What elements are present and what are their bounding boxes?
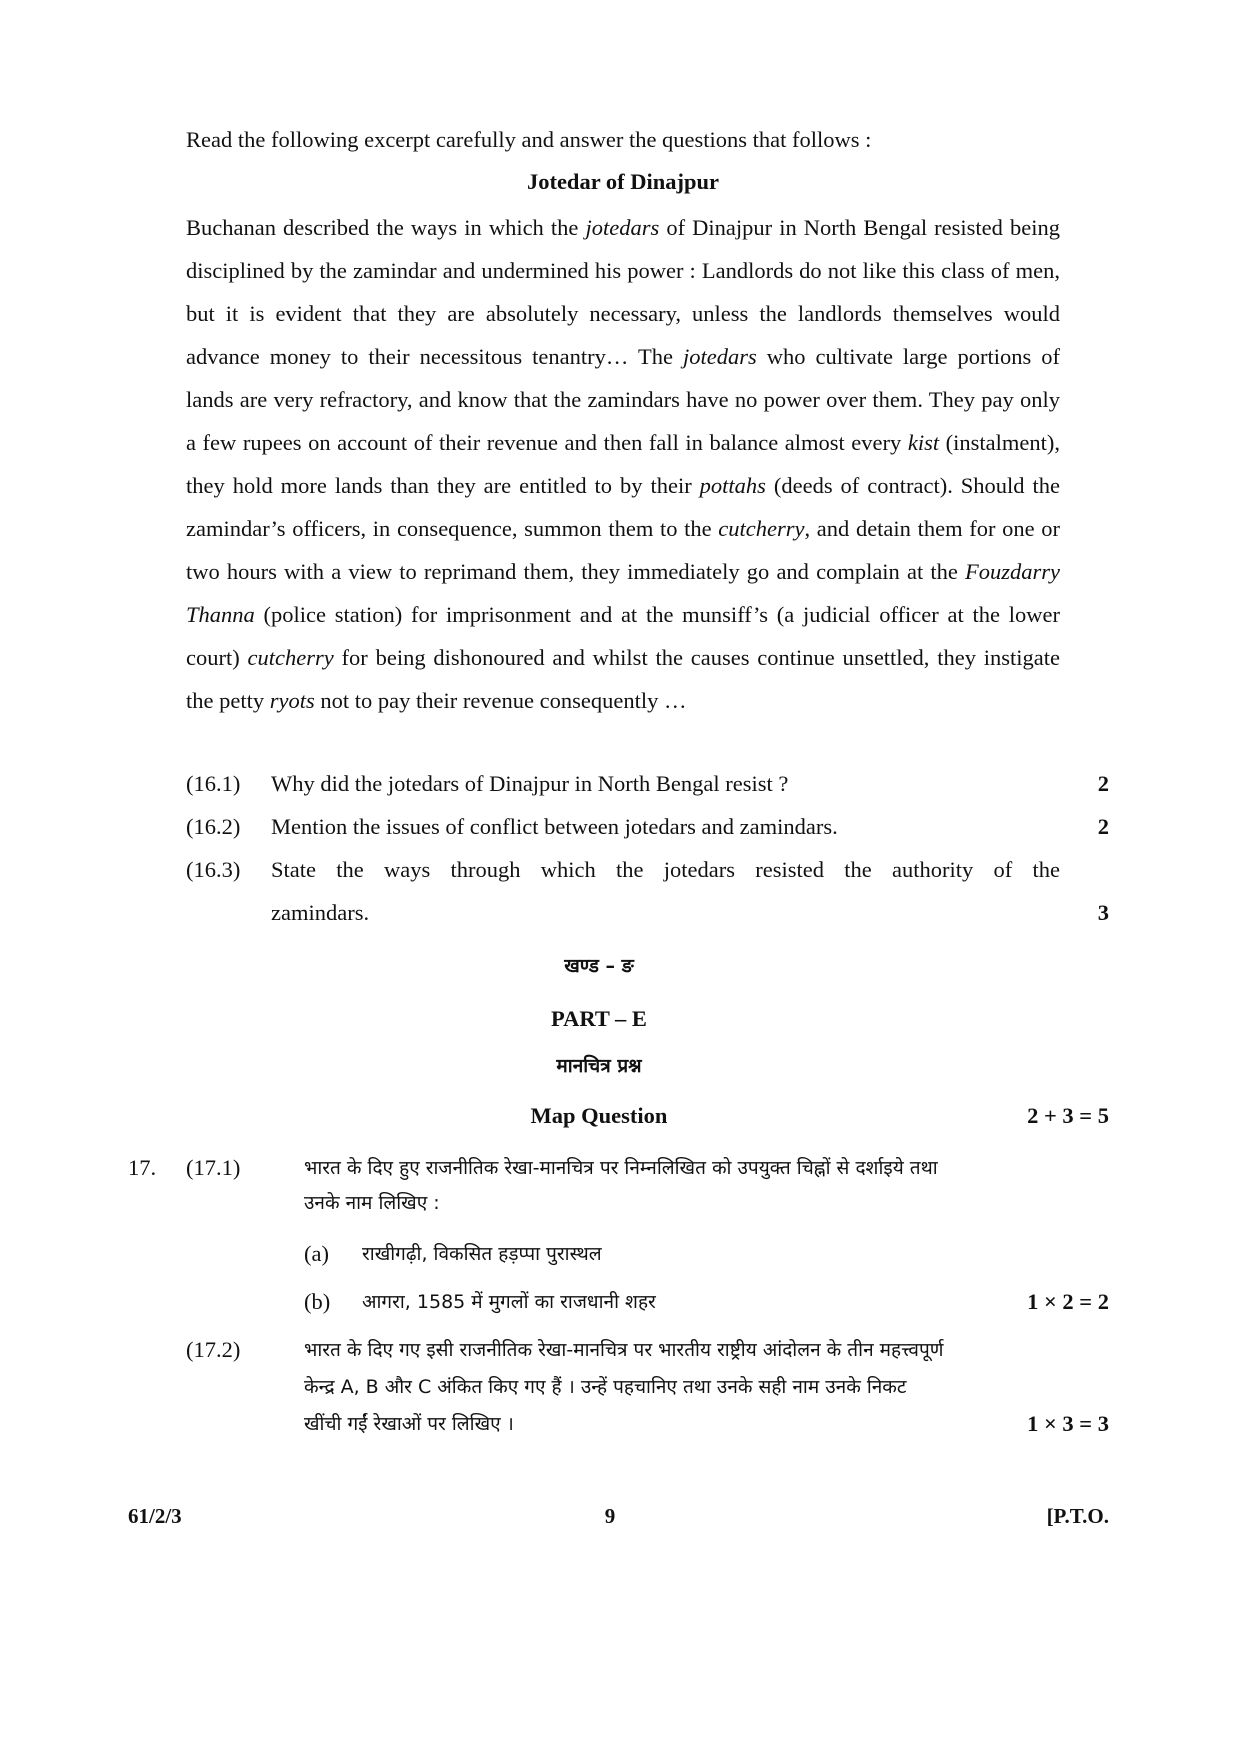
question-17-2-line-1: भारत के दिए गए इसी राजनीतिक रेखा-मानचित्र पर भारतीय राष्ट्रीय आंदोलन के तीन महत्त्वपूर्ण [304, 1339, 944, 1361]
please-turn-over: [P.T.O. [1046, 1504, 1109, 1528]
excerpt-text-segment: for being dishonoured and whilst the causes continue unsettled, they instigate the petty [186, 645, 1060, 713]
section-heading-english: PART – E [551, 1006, 647, 1031]
excerpt-text-segment: not to pay their revenue consequently … [314, 688, 687, 713]
question-17-1-number: (17.1) [186, 1155, 241, 1180]
excerpt-text-segment: (instalment), they hold more lands than they are entitled to by their [186, 430, 1060, 498]
excerpt-italic-term: pottahs [699, 473, 766, 498]
excerpt-italic-term: kist [907, 430, 940, 455]
question-17-1-item-a-label: (a) [304, 1241, 329, 1266]
question-16-1-marks: 2 [1097, 771, 1109, 796]
excerpt-text-segment: who cultivate large portions of lands are very refractory, and know that the zamindars have no power over them. They pay only a few rupees on account of their revenue and then fall in balance almost every [186, 344, 1060, 455]
excerpt-text-segment: (deeds of contract). Should the zamindar’s officers, in consequence, summon them to the [186, 473, 1060, 541]
excerpt-italic-term: jotedars [585, 215, 660, 240]
question-17-1-item-b-label: (b) [304, 1289, 331, 1314]
question-16-3-text: State the ways through which the jotedars resisted the authority of the [271, 857, 1060, 882]
question-17-2-line-2: केन्द्र A, B और C अंकित किए गए हैं । उन्हें पहचानिए तथा उनके सही नाम उनके निकट [304, 1376, 907, 1398]
excerpt-italic-term: ryots [269, 688, 315, 713]
excerpt-italic-term: cutcherry [718, 516, 805, 541]
section-heading-hindi: खण्ड – ङ [564, 955, 634, 977]
map-question-marks: 2 + 3 = 5 [1027, 1103, 1109, 1128]
excerpt-italic-term: cutcherry [247, 645, 334, 670]
question-17-1-item-b-text: आगरा, 1585 में मुगलों का राजधानी शहर [362, 1291, 656, 1313]
excerpt-body [186, 206, 1060, 722]
question-16-2-marks: 2 [1097, 814, 1109, 839]
excerpt-title: Jotedar of Dinajpur [526, 169, 720, 194]
excerpt-text-segment: (police station) for imprisonment and at the munsiff’s (a judicial officer at the lower court) [186, 602, 1060, 670]
paper-code: 61/2/3 [128, 1504, 182, 1528]
excerpt-italic-term: jotedars [682, 344, 757, 369]
excerpt-italic-term: Fouzdarry Thanna [186, 559, 1060, 627]
question-16-2-number: (16.2) [186, 814, 241, 839]
page-number: 9 [604, 1504, 616, 1528]
map-question-heading: Map Question [530, 1103, 668, 1128]
question-16-1-number: (16.1) [186, 771, 241, 796]
map-question-heading-hindi: मानचित्र प्रश्न [556, 1055, 642, 1077]
question-16-3-text-continued: zamindars. [271, 900, 370, 925]
instruction-text: Read the following excerpt carefully and answer the questions that follows : [186, 127, 872, 152]
question-17-2-number: (17.2) [186, 1337, 241, 1362]
question-17-1-item-a-text: राखीगढ़ी, विकसित हड़प्पा पुरास्थल [362, 1243, 602, 1265]
question-17-1-marks: 1 × 2 = 2 [1027, 1289, 1109, 1314]
question-17-2-marks: 1 × 3 = 3 [1027, 1411, 1109, 1436]
question-16-3-number: (16.3) [186, 857, 241, 882]
excerpt-text-segment: Buchanan described the ways in which the [186, 215, 586, 240]
question-16-2-text: Mention the issues of conflict between jotedars and zamindars. [271, 814, 838, 839]
question-16-1-text: Why did the jotedars of Dinajpur in North Bengal resist ? [271, 771, 789, 796]
question-16-3-marks: 3 [1097, 900, 1109, 925]
excerpt-text-segment: , and detain them for one or two hours with a view to reprimand them, they immediately go and complain at the [186, 516, 1061, 584]
question-17-1-line-1: भारत के दिए हुए राजनीतिक रेखा-मानचित्र पर निम्नलिखित को उपयुक्त चिह्नों से दर्शाइये तथा [304, 1157, 938, 1179]
excerpt-text-segment: of Dinajpur in North Bengal resisted being disciplined by the zamindar and undermined his power : Landlords do not like this class of men, but it is evident that they are absolutely necessary, unless the landlords themselves would advance money to their necessitous tenantry… The [186, 215, 1060, 369]
question-17-2-line-3: खींची गईं रेखाओं पर लिखिए । [304, 1413, 514, 1435]
question-17-1-line-2: उनके नाम लिखिए : [304, 1192, 440, 1214]
question-17-number: 17. [128, 1155, 157, 1180]
